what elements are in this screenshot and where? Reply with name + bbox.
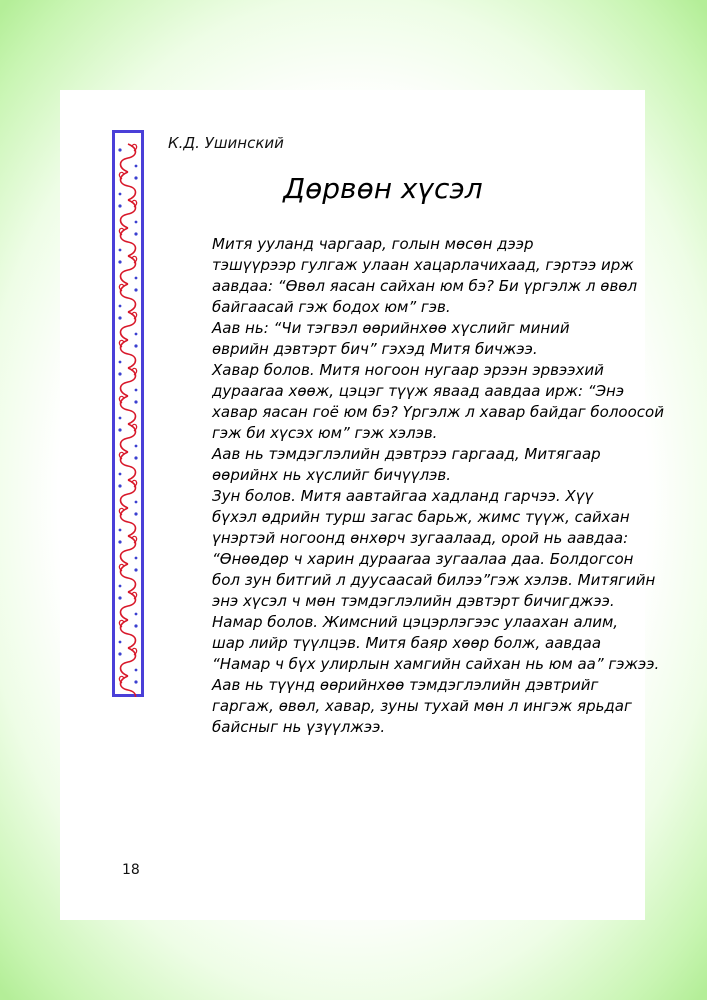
ornament-dot [135, 277, 138, 280]
ornament-dot [118, 316, 121, 319]
ornament-dot [135, 165, 138, 168]
ornament-swirl [121, 508, 136, 536]
text-line: аавдаа: “Өвөл яасан сайхан юм бэ? Би үргэлж л өвөл [212, 277, 638, 295]
ornament-dot [135, 613, 138, 616]
ornament-frame [114, 132, 143, 696]
ornament-dot [134, 400, 137, 403]
ornament-dot [118, 596, 121, 599]
ornament-pattern [112, 130, 144, 697]
ornament-swirl [121, 480, 136, 508]
paragraph-2 [168, 318, 608, 360]
text-line: гаргаж, өвөл, хавар, зуны тухай мөн л ингэж ярьдаг [212, 697, 632, 715]
text-line: Хавар болов. Митя ногоон нугаар эрээн эрвээхий [212, 361, 604, 379]
text-line: тэшүүрээр гулгаж улаан хацарлачихаад, гэртээ ирж [212, 256, 634, 274]
ornament-dot [118, 484, 121, 487]
text-line: “Намар ч бүх улирлын хамгийн сайхан нь юм аа” гэжээ. [212, 655, 660, 673]
ornament-swirl [121, 592, 136, 620]
text-line: Аав нь түүнд өөрийнхөө тэмдэглэлийн дэвтрийг [212, 676, 599, 694]
text-line: Зун болов. Митя аавтайгаа хадланд гарчээ. Хүү [212, 487, 594, 505]
ornament-dot [134, 512, 137, 515]
paragraph-1 [168, 234, 638, 318]
ornament-dot [135, 333, 138, 336]
ornament-swirl [121, 228, 136, 256]
ornament-swirl [121, 284, 136, 312]
ornament-dot [118, 204, 121, 207]
ornament-dot [118, 372, 121, 375]
ornament-dot [135, 557, 138, 560]
ornament-swirl [121, 144, 136, 172]
ornament-dot [134, 680, 137, 683]
story-text [168, 234, 664, 738]
author-name: К.Д. Ушинский [168, 134, 284, 152]
ornament-dot [134, 176, 137, 179]
ornament-dot [135, 501, 138, 504]
ornament-dot [118, 148, 121, 151]
ornament-swirl [121, 564, 136, 592]
ornament-dot [119, 361, 122, 364]
ornament-dot [118, 260, 121, 263]
paragraph-5 [168, 486, 656, 612]
page-number: 18 [122, 862, 140, 878]
paragraph-4 [168, 444, 608, 486]
ornament-dot [119, 585, 122, 588]
ornament-dot [118, 540, 121, 543]
ornament-swirl [121, 648, 136, 676]
text-line: энэ хүсэл ч мөн тэмдэглэлийн дэвтэрт бичигджээ. [212, 592, 615, 610]
ornament-dot [119, 641, 122, 644]
paragraph-6 [168, 612, 660, 738]
ornament-dot [135, 445, 138, 448]
text-line: Аав нь тэмдэглэлийн дэвтрээ гаргаад, Митягаар [212, 445, 601, 463]
paragraph-3 [168, 360, 664, 444]
text-line: өөрийнх нь хүслийг бичүүлэв. [212, 466, 452, 484]
text-line: “Өнөөдөр ч харин дурааraa зугаалаа даа. Болдогсон [212, 550, 634, 568]
text-line: хавар яасан гоё юм бэ? Үргэлж л хавар байдаг болоосой [212, 403, 664, 421]
ornament-dot [135, 389, 138, 392]
ornament-swirl [121, 620, 136, 648]
ornament-dot [134, 232, 137, 235]
text-line: дурааraa хөөж, цэцэг түүж яваад аавдаа ирж: “Энэ [212, 382, 625, 400]
ornament-swirl [121, 396, 136, 424]
ornament-dot [119, 305, 122, 308]
text-line: бол зун битгий л дуусаасай билээ”гэж хэлэв. Митягийн [212, 571, 656, 589]
text-line: өврийн дэвтэрт бич” гэхэд Митя бичжээ. [212, 340, 538, 358]
ornament-dot [118, 652, 121, 655]
ornament-swirl [121, 676, 136, 697]
ornament-dot [135, 669, 138, 672]
ornament-dot [119, 249, 122, 252]
ornament-swirl [121, 368, 136, 396]
text-line: байсныг нь үзүүлжээ. [212, 718, 386, 736]
ornament-swirl [121, 172, 136, 200]
text-line: Митя ууланд чаргаар, голын мөсөн дээр [212, 235, 534, 253]
ornament-swirl [121, 256, 136, 284]
ornament-dot [119, 193, 122, 196]
story-title: Дөрвөн хүсэл [283, 172, 483, 205]
ornament-dot [134, 456, 137, 459]
ornament-dot [135, 221, 138, 224]
ornament-dot [119, 417, 122, 420]
ornament-dot [119, 473, 122, 476]
ornament-dot [119, 529, 122, 532]
text-line: бүхэл өдрийн турш загас барьж, жимс түүж, сайхан [212, 508, 630, 526]
text-line: Намар болов. Жимсний цэцэрлэгээс улаахан алим, [212, 613, 619, 631]
ornament-swirl [121, 340, 136, 368]
ornament-dot [118, 428, 121, 431]
ornament-dot [134, 568, 137, 571]
ornament-dot [134, 624, 137, 627]
text-line: гэж би хүсэх юм” гэж хэлэв. [212, 424, 438, 442]
text-line: шар лийр түүлцэв. Митя баяр хөөр болж, аавдаа [212, 634, 602, 652]
ornament-swirl [121, 536, 136, 564]
ornament-swirl [121, 312, 136, 340]
ornament-dot [134, 344, 137, 347]
ornament-dot [134, 288, 137, 291]
ornament-swirl [121, 200, 136, 228]
ornament-swirl [121, 452, 136, 480]
text-line: Аав нь: “Чи тэгвэл өөрийнхөө хүслийг миний [212, 319, 570, 337]
text-line: байгаасай гэж бодох юм” гэв. [212, 298, 451, 316]
ornament-swirl [121, 424, 136, 452]
text-line: үнэртэй ногоонд өнхөрч зугаалаад, орой нь аавдаа: [212, 529, 629, 547]
decorative-ornament-border [112, 130, 144, 697]
